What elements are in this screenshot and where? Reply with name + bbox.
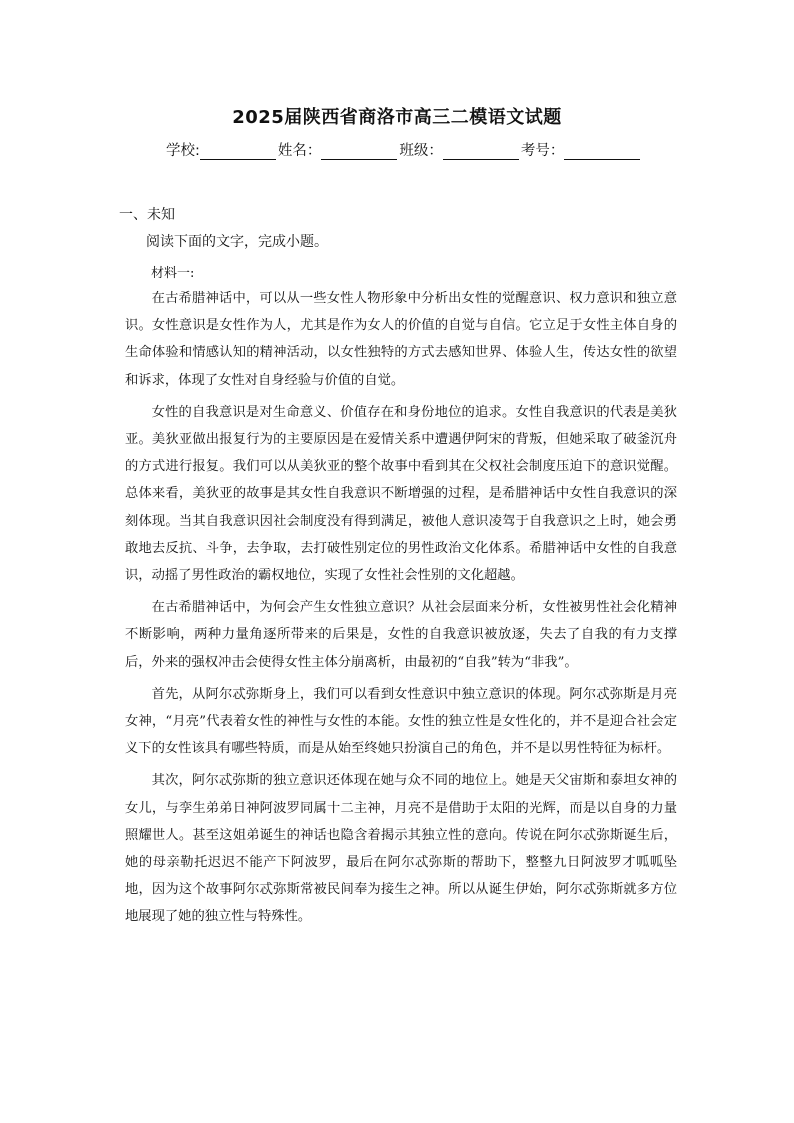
class-label: 班级：: [399, 143, 443, 159]
exam-number-label: 考号：: [520, 143, 565, 159]
name-blank: [321, 145, 397, 160]
reading-passage: [125, 285, 677, 936]
exam-number-blank: [564, 145, 640, 160]
material-label: 材料一:: [151, 266, 195, 281]
school-blank: [200, 145, 276, 160]
paragraph: 在古希腊神话中，为何会产生女性独立意识？从社会层面来分析，女性被男性社会化精神不断影响，两种力量角逐所带来的后果是，女性的自我意识被放逐，失去了自我的有力支撑后，外来的强权冲击会使得女性主体分崩离析，由最初的“自我”转为“非我”。: [125, 600, 677, 670]
paragraph: 其次，阿尔忒弥斯的独立意识还体现在她与众不同的地位上。她是天父宙斯和泰坦女神的女儿，与孪生弟弟日神阿波罗同属十二主神，月亮不是借助于太阳的光辉，而是以自身的力量照耀世人。甚至这姐弟诞生的神话也隐含着揭示其独立性的意向。传说在阿尔忒弥斯诞生后，她的母亲勒托迟迟不能产下阿波罗，最后在阿尔忒弥斯的帮助下，整整九日阿波罗才呱呱坠地，因为这个故事阿尔忒弥斯常被民间奉为接生之神。所以从诞生伊始，阿尔忒弥斯就多方位地展现了她的独立性与特殊性。: [125, 773, 677, 925]
class-blank: [443, 145, 519, 160]
section-heading: 一、未知: [119, 207, 175, 223]
paragraph: 首先，从阿尔忒弥斯身上，我们可以看到女性意识中独立意识的体现。阿尔忒弥斯是月亮女神，“月亮”代表着女性的神性与女性的本能。女性的独立性是女性化的，并不是迎合社会定义下的女性该具有哪些特质，而是从始至终她只扮演自己的角色，并不是以男性特征为标杆。: [125, 686, 677, 757]
school-label: 学校:: [166, 143, 200, 159]
reading-instruction: 阅读下面的文字，完成小题。: [146, 234, 328, 250]
document-title: 2025届陕西省商洛市高三二模语文试题: [232, 107, 562, 128]
paragraph: 在古希腊神话中，可以从一些女性人物形象中分析出女性的觉醒意识、权力意识和独立意识。女性意识是女性作为人，尤其是作为女人的价值的自觉与自信。它立足于女性主体自身的生命体验和情感认知的精神活动，以女性独特的方式去感知世界、体验人生，传达女性的欲望和诉求，体现了女性对自身经验与价值的自觉。: [125, 291, 677, 388]
student-info-line: [166, 139, 642, 160]
paragraph: 女性的自我意识是对生命意义、价值存在和身份地位的追求。女性自我意识的代表是美狄亚。美狄亚做出报复行为的主要原因是在爱情关系中遭遇伊阿宋的背叛，但她采取了破釜沉舟的方式进行报复。我们可以从美狄亚的整个故事中看到其在父权社会制度压迫下的意识觉醒。总体来看，美狄亚的故事是其女性自我意识不断增强的过程，是希腊神话中女性自我意识的深刻体现。当其自我意识因社会制度没有得到满足，被他人意识凌驾于自我意识之上时，她会勇敢地去反抗、斗争，去争取，去打破性别定位的男性政治文化体系。希腊神话中女性的自我意识，动摇了男性政治的霸权地位，实现了女性社会性别的文化超越。: [125, 404, 677, 584]
name-label: 姓名：: [277, 143, 322, 159]
